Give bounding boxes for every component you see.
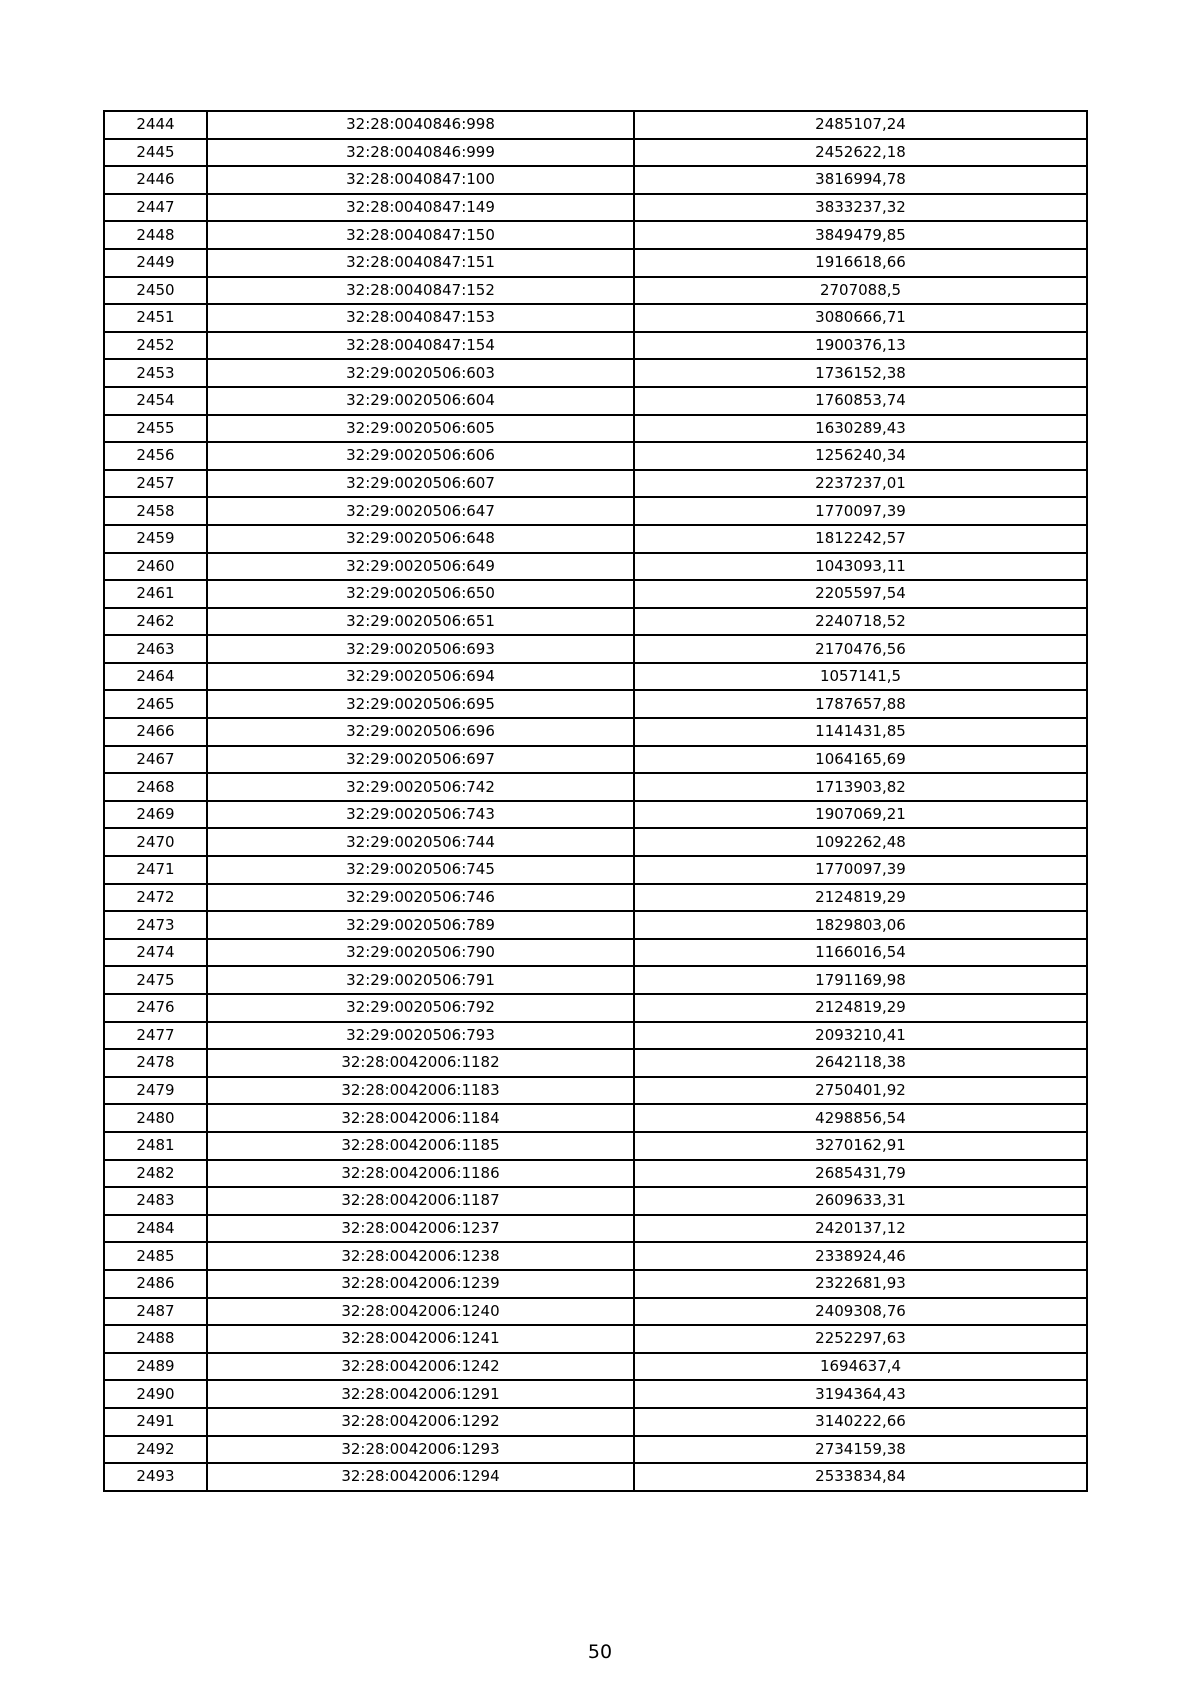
row-number-cell: 2491 [104,1408,207,1436]
table-row [104,1215,1087,1243]
row-number-cell: 2466 [104,718,207,746]
table-row [104,1436,1087,1464]
table-row [104,773,1087,801]
row-number-cell: 2461 [104,580,207,608]
cadastral-value-cell: 2240718,52 [634,608,1087,636]
row-number-cell: 2446 [104,166,207,194]
table-row [104,690,1087,718]
table-row [104,1463,1087,1491]
table-row [104,194,1087,222]
cadastral-value-cell: 1064165,69 [634,746,1087,774]
cadastral-value-cell: 1916618,66 [634,249,1087,277]
page-number: 50 [587,1641,613,1663]
cadastral-number-cell: 32:29:0020506:743 [207,801,634,829]
cadastral-value-cell: 2420137,12 [634,1215,1087,1243]
row-number-cell: 2480 [104,1104,207,1132]
table-row [104,856,1087,884]
cadastral-number-cell: 32:28:0040847:153 [207,304,634,332]
table-row [104,1353,1087,1381]
table-row [104,249,1087,277]
table-row [104,497,1087,525]
row-number-cell: 2482 [104,1160,207,1188]
row-number-cell: 2455 [104,415,207,443]
row-number-cell: 2470 [104,828,207,856]
cadastral-number-cell: 32:28:0042006:1240 [207,1298,634,1326]
cadastral-value-cell: 2124819,29 [634,994,1087,1022]
cadastral-number-cell: 32:29:0020506:694 [207,663,634,691]
cadastral-number-cell: 32:29:0020506:792 [207,994,634,1022]
table-row [104,525,1087,553]
cadastral-value-cell: 2734159,38 [634,1436,1087,1464]
cadastral-number-cell: 32:28:0042006:1292 [207,1408,634,1436]
table-row [104,1298,1087,1326]
row-number-cell: 2487 [104,1298,207,1326]
table-row [104,1132,1087,1160]
cadastral-number-cell: 32:29:0020506:697 [207,746,634,774]
cadastral-number-cell: 32:28:0040846:999 [207,139,634,167]
table-row [104,166,1087,194]
table-row [104,1187,1087,1215]
row-number-cell: 2486 [104,1270,207,1298]
cadastral-number-cell: 32:29:0020506:695 [207,690,634,718]
table-row [104,221,1087,249]
cadastral-number-cell: 32:29:0020506:746 [207,884,634,912]
row-number-cell: 2456 [104,442,207,470]
table-row [104,1160,1087,1188]
row-number-cell: 2451 [104,304,207,332]
cadastral-number-cell: 32:28:0042006:1237 [207,1215,634,1243]
cadastral-number-cell: 32:29:0020506:793 [207,1022,634,1050]
table-row [104,911,1087,939]
cadastral-number-cell: 32:28:0042006:1241 [207,1325,634,1353]
cadastral-number-cell: 32:28:0040846:998 [207,111,634,139]
cadastral-number-cell: 32:29:0020506:791 [207,966,634,994]
row-number-cell: 2489 [104,1353,207,1381]
row-number-cell: 2463 [104,635,207,663]
row-number-cell: 2450 [104,277,207,305]
table-row [104,994,1087,1022]
row-number-cell: 2475 [104,966,207,994]
cadastral-value-cell: 1770097,39 [634,856,1087,884]
row-number-cell: 2485 [104,1242,207,1270]
row-number-cell: 2460 [104,553,207,581]
table-row [104,1270,1087,1298]
cadastral-value-cell: 1829803,06 [634,911,1087,939]
row-number-cell: 2471 [104,856,207,884]
table-row [104,1077,1087,1105]
table-row [104,746,1087,774]
row-number-cell: 2481 [104,1132,207,1160]
cadastral-number-cell: 32:28:0042006:1242 [207,1353,634,1381]
cadastral-value-cell: 1057141,5 [634,663,1087,691]
table-row [104,553,1087,581]
table-row [104,1325,1087,1353]
cadastral-value-cell: 1630289,43 [634,415,1087,443]
row-number-cell: 2479 [104,1077,207,1105]
cadastral-value-cell: 2338924,46 [634,1242,1087,1270]
cadastral-value-cell: 2237237,01 [634,470,1087,498]
row-number-cell: 2453 [104,359,207,387]
cadastral-value-cell: 1694637,4 [634,1353,1087,1381]
cadastral-number-cell: 32:29:0020506:604 [207,387,634,415]
cadastral-value-cell: 2205597,54 [634,580,1087,608]
row-number-cell: 2468 [104,773,207,801]
cadastral-value-cell: 1787657,88 [634,690,1087,718]
cadastral-number-cell: 32:28:0040847:150 [207,221,634,249]
cadastral-number-cell: 32:28:0042006:1184 [207,1104,634,1132]
row-number-cell: 2457 [104,470,207,498]
cadastral-value-cell: 2170476,56 [634,635,1087,663]
cadastral-value-cell: 3833237,32 [634,194,1087,222]
cadastral-value-cell: 2750401,92 [634,1077,1087,1105]
cadastral-number-cell: 32:29:0020506:651 [207,608,634,636]
row-number-cell: 2447 [104,194,207,222]
table-row [104,884,1087,912]
cadastral-value-cell: 1770097,39 [634,497,1087,525]
table-row [104,304,1087,332]
table-row [104,387,1087,415]
cadastral-value-cell: 2685431,79 [634,1160,1087,1188]
cadastral-number-cell: 32:29:0020506:603 [207,359,634,387]
cadastral-number-cell: 32:29:0020506:649 [207,553,634,581]
cadastral-number-cell: 32:28:0042006:1183 [207,1077,634,1105]
cadastral-value-cell: 1907069,21 [634,801,1087,829]
cadastral-value-table [103,110,1088,1492]
cadastral-value-cell: 1812242,57 [634,525,1087,553]
row-number-cell: 2464 [104,663,207,691]
row-number-cell: 2449 [104,249,207,277]
table-row [104,139,1087,167]
table-row [104,608,1087,636]
row-number-cell: 2476 [104,994,207,1022]
cadastral-number-cell: 32:28:0042006:1291 [207,1380,634,1408]
cadastral-number-cell: 32:28:0042006:1293 [207,1436,634,1464]
cadastral-value-cell: 1043093,11 [634,553,1087,581]
table-row [104,966,1087,994]
cadastral-number-cell: 32:28:0042006:1185 [207,1132,634,1160]
row-number-cell: 2462 [104,608,207,636]
cadastral-number-cell: 32:29:0020506:648 [207,525,634,553]
cadastral-number-cell: 32:28:0042006:1186 [207,1160,634,1188]
table-row [104,580,1087,608]
cadastral-value-cell: 2124819,29 [634,884,1087,912]
cadastral-value-cell: 1166016,54 [634,939,1087,967]
table-row [104,828,1087,856]
row-number-cell: 2492 [104,1436,207,1464]
row-number-cell: 2490 [104,1380,207,1408]
row-number-cell: 2477 [104,1022,207,1050]
cadastral-number-cell: 32:29:0020506:605 [207,415,634,443]
cadastral-value-cell: 2485107,24 [634,111,1087,139]
row-number-cell: 2445 [104,139,207,167]
row-number-cell: 2458 [104,497,207,525]
cadastral-value-cell: 3140222,66 [634,1408,1087,1436]
cadastral-value-cell: 2322681,93 [634,1270,1087,1298]
cadastral-number-cell: 32:28:0042006:1238 [207,1242,634,1270]
cadastral-number-cell: 32:29:0020506:789 [207,911,634,939]
cadastral-number-cell: 32:29:0020506:607 [207,470,634,498]
table-row [104,1408,1087,1436]
row-number-cell: 2444 [104,111,207,139]
cadastral-number-cell: 32:28:0042006:1239 [207,1270,634,1298]
cadastral-value-cell: 1736152,38 [634,359,1087,387]
cadastral-number-cell: 32:29:0020506:742 [207,773,634,801]
cadastral-value-cell: 3816994,78 [634,166,1087,194]
row-number-cell: 2469 [104,801,207,829]
table-row [104,939,1087,967]
row-number-cell: 2488 [104,1325,207,1353]
cadastral-number-cell: 32:28:0042006:1182 [207,1049,634,1077]
cadastral-value-cell: 2707088,5 [634,277,1087,305]
cadastral-number-cell: 32:28:0042006:1294 [207,1463,634,1491]
cadastral-value-cell: 2452622,18 [634,139,1087,167]
cadastral-value-cell: 2609633,31 [634,1187,1087,1215]
cadastral-number-cell: 32:29:0020506:606 [207,442,634,470]
cadastral-number-cell: 32:29:0020506:647 [207,497,634,525]
cadastral-value-cell: 1791169,98 [634,966,1087,994]
cadastral-number-cell: 32:28:0040847:149 [207,194,634,222]
cadastral-number-cell: 32:29:0020506:693 [207,635,634,663]
cadastral-value-cell: 1092262,48 [634,828,1087,856]
row-number-cell: 2478 [104,1049,207,1077]
table-row [104,332,1087,360]
row-number-cell: 2448 [104,221,207,249]
cadastral-value-cell: 1713903,82 [634,773,1087,801]
table-row [104,1022,1087,1050]
cadastral-value-cell: 3080666,71 [634,304,1087,332]
cadastral-value-cell: 2533834,84 [634,1463,1087,1491]
table-row [104,470,1087,498]
row-number-cell: 2459 [104,525,207,553]
cadastral-value-cell: 4298856,54 [634,1104,1087,1132]
cadastral-value-cell: 2409308,76 [634,1298,1087,1326]
row-number-cell: 2484 [104,1215,207,1243]
table-row [104,663,1087,691]
cadastral-number-cell: 32:29:0020506:790 [207,939,634,967]
cadastral-value-cell: 3194364,43 [634,1380,1087,1408]
cadastral-value-cell: 1141431,85 [634,718,1087,746]
table-row [104,635,1087,663]
cadastral-number-cell: 32:29:0020506:744 [207,828,634,856]
cadastral-number-cell: 32:29:0020506:696 [207,718,634,746]
cadastral-value-cell: 1760853,74 [634,387,1087,415]
cadastral-value-cell: 1900376,13 [634,332,1087,360]
row-number-cell: 2474 [104,939,207,967]
cadastral-number-cell: 32:29:0020506:745 [207,856,634,884]
table-row [104,111,1087,139]
cadastral-value-cell: 3270162,91 [634,1132,1087,1160]
table-row [104,718,1087,746]
cadastral-value-cell: 3849479,85 [634,221,1087,249]
table-body [104,111,1087,1491]
row-number-cell: 2472 [104,884,207,912]
table-row [104,359,1087,387]
cadastral-number-cell: 32:28:0040847:100 [207,166,634,194]
table-row [104,1242,1087,1270]
cadastral-number-cell: 32:29:0020506:650 [207,580,634,608]
table-row [104,442,1087,470]
cadastral-number-cell: 32:28:0040847:154 [207,332,634,360]
row-number-cell: 2467 [104,746,207,774]
row-number-cell: 2483 [104,1187,207,1215]
cadastral-number-cell: 32:28:0040847:152 [207,277,634,305]
row-number-cell: 2454 [104,387,207,415]
table-row [104,277,1087,305]
table-row [104,415,1087,443]
row-number-cell: 2493 [104,1463,207,1491]
table-row [104,1380,1087,1408]
cadastral-value-cell: 2093210,41 [634,1022,1087,1050]
row-number-cell: 2465 [104,690,207,718]
cadastral-value-cell: 2252297,63 [634,1325,1087,1353]
cadastral-value-cell: 2642118,38 [634,1049,1087,1077]
cadastral-value-cell: 1256240,34 [634,442,1087,470]
cadastral-number-cell: 32:28:0040847:151 [207,249,634,277]
cadastral-number-cell: 32:28:0042006:1187 [207,1187,634,1215]
table-row [104,1104,1087,1132]
table-row [104,801,1087,829]
row-number-cell: 2473 [104,911,207,939]
row-number-cell: 2452 [104,332,207,360]
table-row [104,1049,1087,1077]
